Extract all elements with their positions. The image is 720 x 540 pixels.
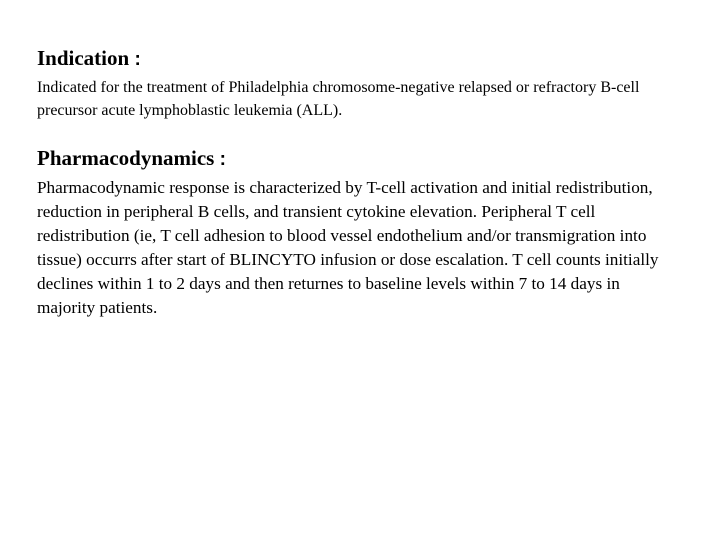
indication-body: Indicated for the treatment of Philadelphia chromosome-negative relapsed or refractory B-cell precursor acute lymphoblastic leukemia (ALL). <box>37 79 640 119</box>
pharmacodynamics-heading <box>37 145 677 173</box>
indication-heading-text: Indication <box>37 46 130 70</box>
pharmacodynamics-heading-separator: : <box>214 149 226 170</box>
pharmacodynamics-section <box>37 145 677 320</box>
pharmacodynamics-heading-text: Pharmacodynamics <box>37 146 215 170</box>
indication-heading-separator: : <box>129 49 141 70</box>
indication-heading <box>37 45 657 73</box>
pharmacodynamics-body: Pharmacodynamic response is characterized by T-cell activation and initial redistribution, reduction in peripheral B cells, and transient cytokine elevation. Peripheral T cell redistribution (ie, T cell adhesion to blood vessel endothelium and/or transmigration into tissue) occurrs after start of BLINCYTO infusion or dose escalation. T cell counts initially declines within 1 to 2 days and then returnes to baseline levels within 7 to 14 days in majority patients. <box>37 178 659 317</box>
indication-section <box>37 45 657 122</box>
